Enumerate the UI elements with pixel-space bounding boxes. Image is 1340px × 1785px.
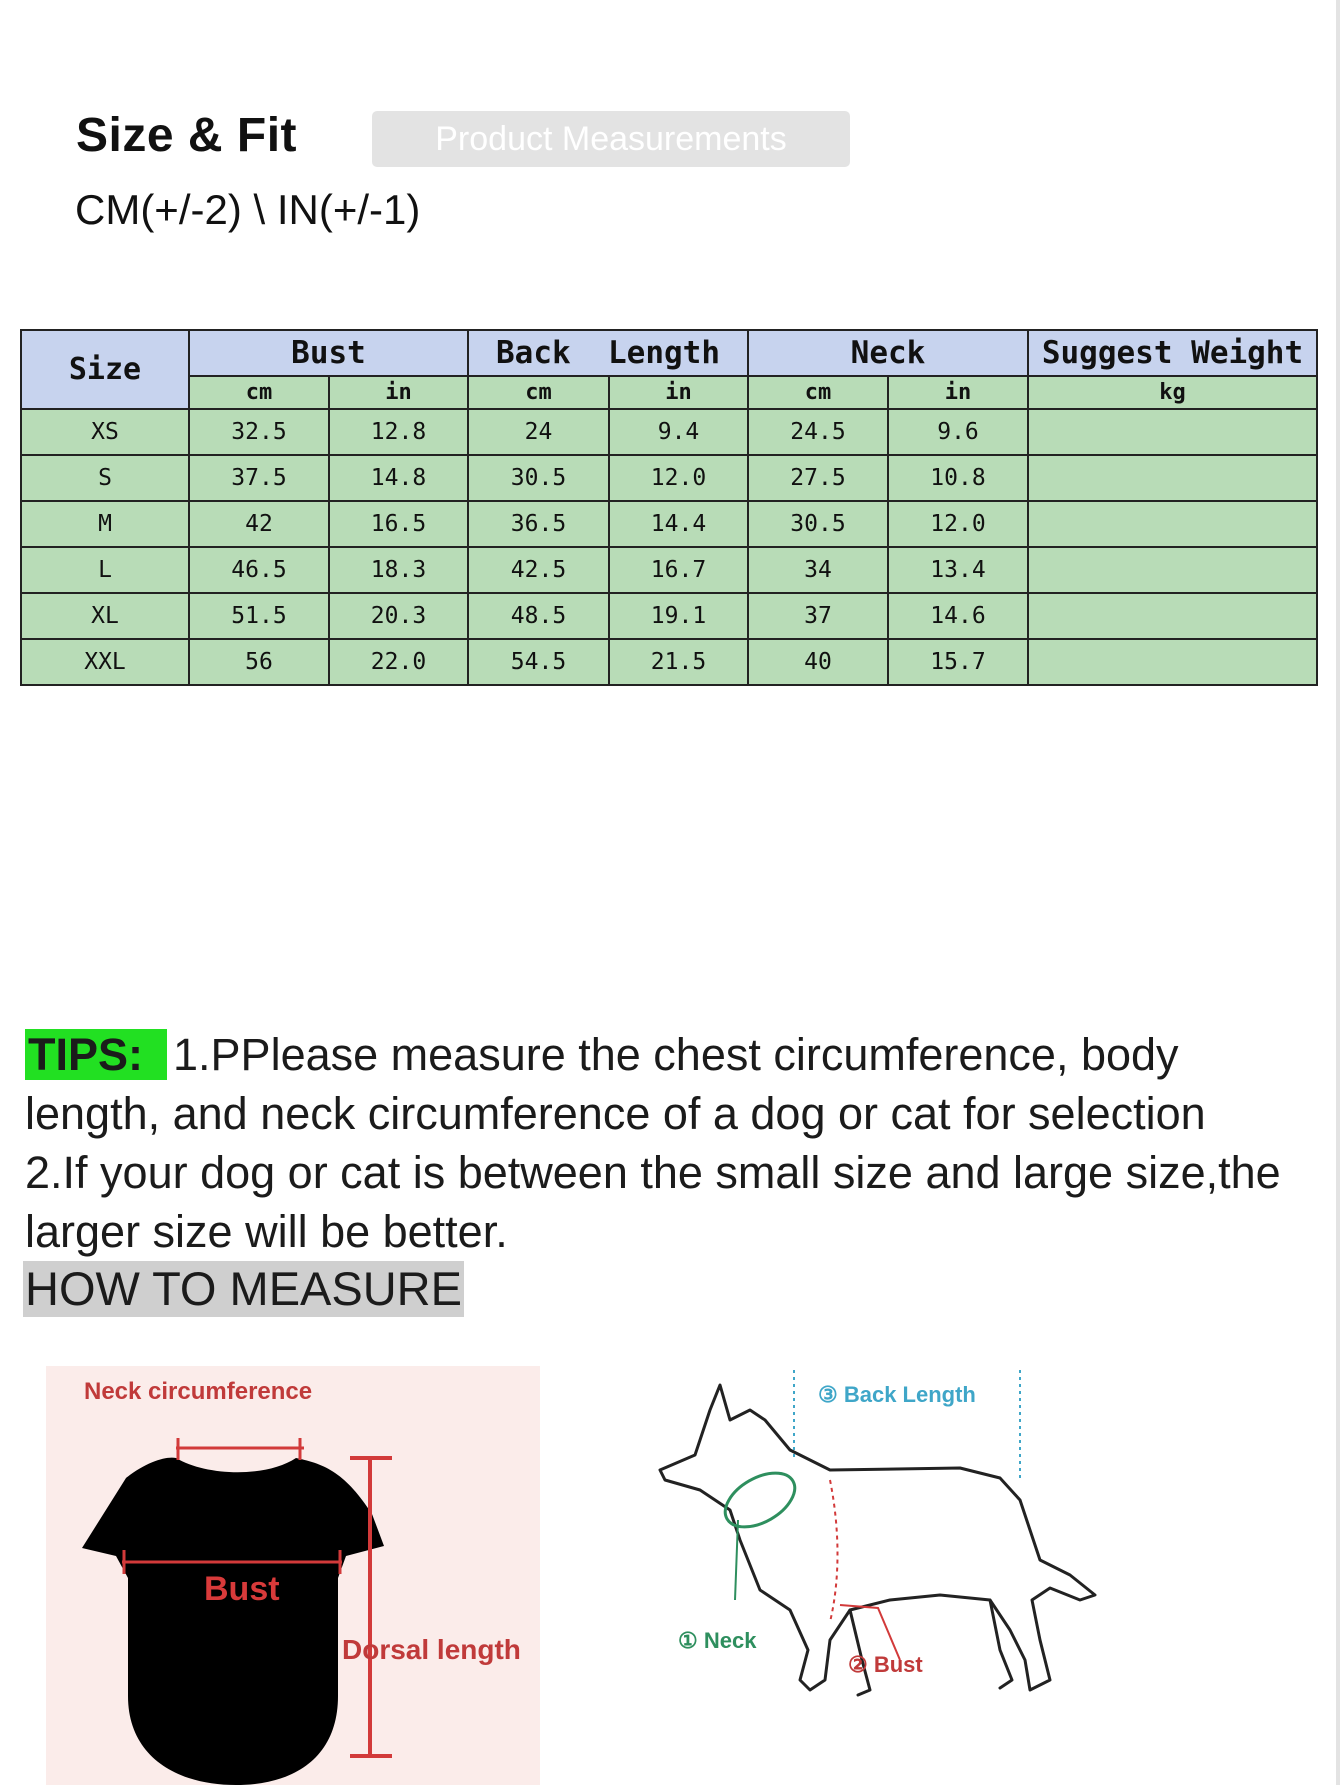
neck-label: ① Neck xyxy=(678,1628,757,1653)
value-cell xyxy=(1028,455,1317,501)
bust-dotted-mark xyxy=(830,1480,838,1622)
value-cell: 10.8 xyxy=(888,455,1028,501)
value-cell: 18.3 xyxy=(329,547,468,593)
size-chart-table xyxy=(20,329,1318,686)
value-cell: 56 xyxy=(189,639,329,685)
value-cell: 51.5 xyxy=(189,593,329,639)
garment-illustration xyxy=(46,1366,540,1785)
tip-1: 1.PPlease measure the chest circumference, body length, and neck circumference of a dog or cat for selection xyxy=(25,1029,1206,1139)
size-column-header: Size xyxy=(21,330,189,409)
table-row xyxy=(21,639,1317,685)
value-cell: 40 xyxy=(748,639,888,685)
table-row xyxy=(21,409,1317,455)
page-title: Size & Fit xyxy=(76,109,298,162)
bust-label: ② Bust xyxy=(848,1652,923,1677)
bust-group-header: Bust xyxy=(189,330,468,376)
value-cell: 12.0 xyxy=(609,455,748,501)
value-cell: 12.8 xyxy=(329,409,468,455)
size-cell: S xyxy=(21,455,189,501)
neck-circumference-label: Neck circumference xyxy=(84,1378,313,1405)
unit-header: kg xyxy=(1028,376,1317,409)
value-cell: 12.0 xyxy=(888,501,1028,547)
unit-header: in xyxy=(329,376,468,409)
table-header-row xyxy=(21,330,1317,376)
value-cell xyxy=(1028,501,1317,547)
value-cell: 42.5 xyxy=(468,547,609,593)
page-edge xyxy=(1336,0,1340,1785)
value-cell: 20.3 xyxy=(329,593,468,639)
value-cell: 14.8 xyxy=(329,455,468,501)
value-cell: 15.7 xyxy=(888,639,1028,685)
tips-label: TIPS: xyxy=(25,1029,167,1080)
value-cell: 32.5 xyxy=(189,409,329,455)
value-cell: 30.5 xyxy=(748,501,888,547)
value-cell: 48.5 xyxy=(468,593,609,639)
table-row xyxy=(21,593,1317,639)
neck-group-header: Neck xyxy=(748,330,1028,376)
table-row xyxy=(21,501,1317,547)
size-cell: XL xyxy=(21,593,189,639)
value-cell: 9.4 xyxy=(609,409,748,455)
value-cell: 37 xyxy=(748,593,888,639)
size-cell: XS xyxy=(21,409,189,455)
size-cell: XXL xyxy=(21,639,189,685)
back-length-label: ③ Back Length xyxy=(818,1382,976,1407)
tip-2: 2.If your dog or cat is between the small size and large size,the larger size will be better. xyxy=(25,1147,1281,1257)
how-to-measure-heading: HOW TO MEASURE xyxy=(25,1262,462,1315)
value-cell xyxy=(1028,639,1317,685)
value-cell: 13.4 xyxy=(888,547,1028,593)
value-cell: 21.5 xyxy=(609,639,748,685)
shirt-shape xyxy=(82,1458,384,1785)
product-measurements-tab[interactable]: Product Measurements xyxy=(372,111,850,167)
value-cell: 42 xyxy=(189,501,329,547)
value-cell xyxy=(1028,593,1317,639)
unit-header: cm xyxy=(468,376,609,409)
value-cell: 37.5 xyxy=(189,455,329,501)
unit-header: in xyxy=(888,376,1028,409)
unit-header: in xyxy=(609,376,748,409)
value-cell: 14.4 xyxy=(609,501,748,547)
value-cell xyxy=(1028,409,1317,455)
table-body xyxy=(21,409,1317,685)
unit-header: cm xyxy=(748,376,888,409)
garment-measure-diagram xyxy=(46,1366,540,1785)
value-cell: 36.5 xyxy=(468,501,609,547)
value-cell: 24.5 xyxy=(748,409,888,455)
value-cell: 46.5 xyxy=(189,547,329,593)
value-cell: 30.5 xyxy=(468,455,609,501)
value-cell: 34 xyxy=(748,547,888,593)
value-cell: 22.0 xyxy=(329,639,468,685)
dorsal-length-label: Dorsal length xyxy=(342,1634,521,1665)
neck-collar-mark xyxy=(716,1462,804,1538)
tolerance-note: CM(+/-2) \ IN(+/-1) xyxy=(75,186,421,233)
value-cell: 19.1 xyxy=(609,593,748,639)
dog-measure-diagram xyxy=(640,1360,1110,1720)
value-cell: 54.5 xyxy=(468,639,609,685)
tips-text xyxy=(25,1025,1325,1261)
size-cell: M xyxy=(21,501,189,547)
table-row xyxy=(21,455,1317,501)
value-cell: 16.5 xyxy=(329,501,468,547)
size-cell: L xyxy=(21,547,189,593)
back-length-group-header: Back Length xyxy=(468,330,748,376)
value-cell xyxy=(1028,547,1317,593)
value-cell: 9.6 xyxy=(888,409,1028,455)
bust-label: Bust xyxy=(204,1570,280,1608)
suggest-weight-header: Suggest Weight xyxy=(1028,330,1317,376)
table-unit-row xyxy=(21,376,1317,409)
table-row xyxy=(21,547,1317,593)
value-cell: 27.5 xyxy=(748,455,888,501)
value-cell: 24 xyxy=(468,409,609,455)
value-cell: 14.6 xyxy=(888,593,1028,639)
value-cell: 16.7 xyxy=(609,547,748,593)
unit-header: cm xyxy=(189,376,329,409)
